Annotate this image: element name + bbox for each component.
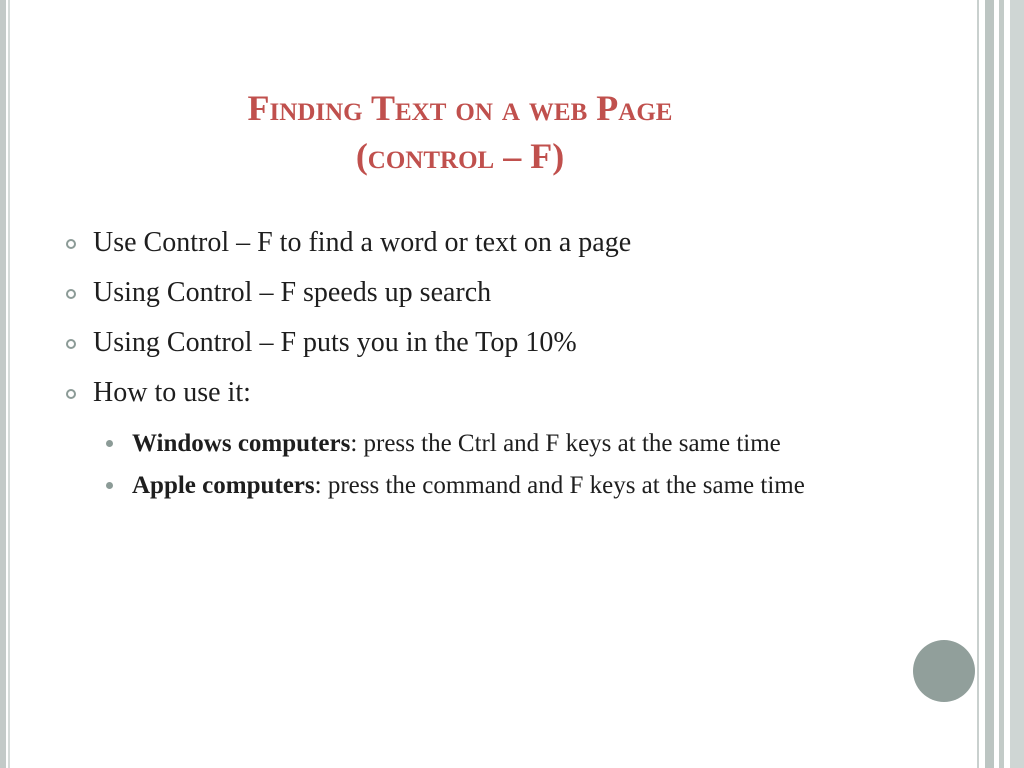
slide-title [130, 84, 790, 180]
bullet-text: Using Control – F puts you in the Top 10% [93, 327, 577, 358]
title-line-1: Finding Text on a web Page [247, 88, 673, 128]
left-border [0, 0, 6, 768]
bullet-text: How to use it: [93, 377, 251, 408]
ring-bullet-icon [66, 339, 76, 349]
sub-bullet-bold: Windows computers [132, 430, 351, 457]
ring-bullet-icon [66, 289, 76, 299]
dot-bullet-icon [106, 440, 113, 447]
bullet-text: Using Control – F speeds up search [93, 277, 492, 308]
sub-bullet-item [104, 468, 884, 504]
right-frame-bar [985, 0, 994, 768]
decorative-circle [913, 640, 975, 702]
dot-bullet-icon [106, 482, 113, 489]
bullet-item [62, 326, 922, 360]
ring-bullet-icon [66, 389, 76, 399]
bullet-text: Use Control – F to find a word or text on a page [93, 227, 632, 258]
right-frame-bar [999, 0, 1004, 768]
sub-bullet-item [104, 426, 884, 462]
right-frame-bar [1010, 0, 1024, 768]
sub-bullet-text: : press the command and F keys at the same time [314, 472, 805, 499]
sub-bullet-text: : press the Ctrl and F keys at the same time [350, 430, 781, 457]
bullet-list [62, 226, 922, 426]
ring-bullet-icon [66, 239, 76, 249]
right-frame-line [977, 0, 979, 768]
bullet-item [62, 276, 922, 310]
left-border-line [8, 0, 10, 768]
sub-bullet-bold: Apple computers [132, 472, 315, 499]
bullet-item [62, 376, 922, 410]
sub-bullet-list [104, 426, 884, 510]
title-line-2: (control – F) [355, 136, 565, 176]
bullet-item [62, 226, 922, 260]
